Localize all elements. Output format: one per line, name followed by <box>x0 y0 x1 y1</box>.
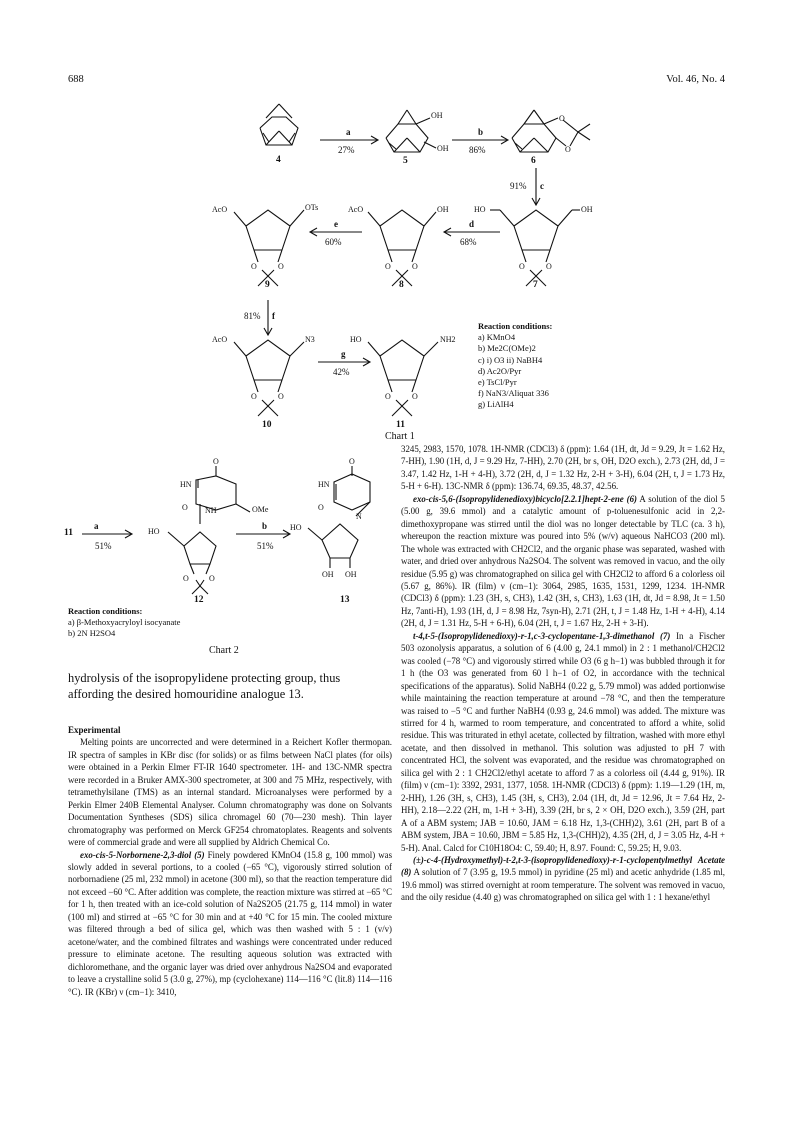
arrow-g <box>318 358 370 366</box>
atom-label: O <box>519 262 525 271</box>
compound-4-label: 4 <box>276 155 281 165</box>
running-head: Vol. 46, No. 4 <box>666 74 725 85</box>
reagent-a-label: a <box>346 127 351 137</box>
atom-label: O <box>318 503 324 512</box>
atom-label: N <box>356 512 362 521</box>
yield-a: 27% <box>338 145 355 155</box>
atom-label: OH <box>322 570 334 579</box>
paragraph-title: exo-cis-5,6-(Isopropylidenedioxy)bicyclo[2.2.1]hept-2-ene (6) <box>413 493 637 504</box>
condition-item: g) LiAlH4 <box>478 399 514 410</box>
atom-label: O <box>546 262 552 271</box>
paragraph-body: Finely powdered KMnO4 (15.8 g, 100 mmol) was slowly added in several portions, to a cooled (−65 °C), vigorously stirred solution of norbornadiene (25 ml, 232 mmol) in acetone (300 ml), so that the reaction temperature did not exceed −60 °C. After addition was complete, the reaction mixture was stirred at −65 °C for 1 h, then treated with an ice-cold solution of Na2S2O5 (21.75 g, 114 mmol) in water (100 ml) and stirred at −65 °C for 30 min and at +40 °C for 15 min. The cooled mixture was filtered through a bed of silica gel, which was then washed with 5 : 1 (v/v) acetone/water, and the combined filtrates and washings were concentrated under reduced pressure to eliminate acetone. The resulting aqueous solution was extracted with dichloromethane, and the organic layer was dried over anhydrous Na2SO4 and evaporated to leave a crystalline solid 5 (3.0 g, 27%), mp (cyclohexane) 114—116 °C (lit.8) 114—116 °C). IR (KBr) ν (cm−1): 3410, <box>68 849 393 997</box>
paragraph-body: In a Fischer 503 ozonolysis apparatus, a solution of 6 (4.00 g, 24.1 mmol) in 2 : 1 methanol/CH2Cl2 was cooled (−78 °C) and vigorously stirred while O3 (6 g h−1) was bubbled through it for 1 h (the O3 was generated from 60 l h−1 of O2, in accordance with the technical specifications of the apparatus). Solid NaBH4 (0.22 g, 5.79 mmol) was added portionwise while maintaining the reaction temperature at around −78 °C, and then the temperature was raised to −5 °C and further NaBH4 (0.93 g, 24.6 mmol) was added. The mixture was stirred for 4 h, warmed to room temperature, and concentrated to afford a white, solid residue. This was triturated in ethyl acetate, collected by filtration, washed with more ethyl acetate, and then dissolved in methanol. This solution was adjusted to pH 7 with concentrated HCl, the solvent was evaporated, and the residue was chromatographed on silica gel with 2 : 1 CH2Cl2/ethyl acetate to afford 7 as a colorless oil (4.44 g, 91%). IR (film) ν (cm−1): 3392, 2931, 1377, 1058. 1H-NMR (CDCl3) δ (ppm): 1.19—1.29 (1H, m, 2-HH), 1.26 (3H, s, CH3), 1.45 (3H, s, CH3), 2.04 (1H, dt, Jd = 12.96, Jt = 7.64 Hz, 2-HH), 2.18—2.22 (2H, m, 1-H + 3-H), 3.39 (2H, br s, 2 × OH, D2O exch.), 3.59 (2H, part A of a ABM system; JAB = 10.60, JAM = 6.18 Hz, 1,3-(CHH)2), 3.61 (2H, part B of a ABM system, JBA = 10.60, JBM = 5.85 Hz, 1,3-(CHH)2), 4.35 (2H, d, J = 3.05 Hz, 4-H + 5-H). Anal. Calcd for C10H18O4: C, 59.40; H, 8.97. Found: C, 59.25; H, 9.03. <box>401 630 725 853</box>
atom-label: O <box>559 114 565 123</box>
compound-11-structure <box>368 340 438 416</box>
atom-label: O <box>278 262 284 271</box>
compound-6-structure <box>512 110 590 152</box>
arrow-2b <box>236 530 290 538</box>
atom-label: O <box>251 262 257 271</box>
atom-label: AcO <box>212 205 228 214</box>
atom-label: OH <box>437 144 449 153</box>
reagent-d-label: d <box>469 219 475 229</box>
atom-label: O <box>385 262 391 271</box>
compound-4-structure <box>260 104 298 145</box>
chart1-caption: Chart 1 <box>385 431 415 442</box>
compound-10-label: 10 <box>262 420 272 430</box>
compound-9-structure <box>234 210 304 286</box>
compound-12-label: 12 <box>194 595 204 605</box>
atom-label: O <box>251 392 257 401</box>
paragraph <box>401 854 725 904</box>
atom-label: NH2 <box>440 335 456 344</box>
paragraph <box>401 630 725 854</box>
atom-label: OH <box>345 570 357 579</box>
chart2-caption: Chart 2 <box>209 645 239 656</box>
atom-label: O <box>412 262 418 271</box>
conditions-title: Reaction conditions: <box>478 321 553 331</box>
atom-label: O <box>209 574 215 583</box>
conditions-title: Reaction conditions: <box>68 606 143 616</box>
atom-label: OH <box>431 111 443 120</box>
atom-label: OH <box>437 205 449 214</box>
condition-item: b) 2N H2SO4 <box>68 628 116 639</box>
reagent-e-label: e <box>334 219 338 229</box>
atom-label: HN <box>180 480 192 489</box>
condition-item: c) i) O3 ii) NaBH4 <box>478 354 543 365</box>
compound-10-structure <box>234 340 304 416</box>
compound-7-structure <box>490 210 580 286</box>
arrow-2a <box>82 530 132 538</box>
atom-label: HO <box>350 335 362 344</box>
atom-label: AcO <box>348 205 364 214</box>
compound-8-structure <box>368 210 436 286</box>
yield-g: 42% <box>333 367 350 377</box>
section-title: Experimental <box>68 725 121 735</box>
atom-label: AcO <box>212 335 228 344</box>
paragraph <box>68 849 392 998</box>
reagent-2a-label: a <box>94 521 99 531</box>
atom-label: OMe <box>252 505 269 514</box>
reagent-c-label: c <box>540 181 544 191</box>
condition-item: b) Me2C(OMe)2 <box>478 343 536 354</box>
condition-item: a) KMnO4 <box>478 332 516 343</box>
yield-e: 60% <box>325 237 342 247</box>
atom-label: HO <box>474 205 486 214</box>
condition-item: d) Ac2O/Pyr <box>478 365 522 376</box>
condition-item: f) NaN3/Aliquat 336 <box>478 388 549 399</box>
atom-label: OTs <box>305 203 319 212</box>
compound-5-label: 5 <box>403 156 408 166</box>
yield-2b: 51% <box>257 541 274 551</box>
atom-label: O <box>183 574 189 583</box>
reagent-f-label: f <box>272 311 275 321</box>
atom-label: OH <box>581 205 593 214</box>
atom-label: N3 <box>305 335 315 344</box>
atom-label: NH <box>205 506 217 515</box>
right-column <box>401 443 725 904</box>
atom-label: O <box>349 457 355 466</box>
atom-label: HO <box>148 527 160 536</box>
paragraph-title: (±)-c-4-(Hydroxymethyl)-t-2,t-3-(isopropylidenedioxy)-r-1-cyclopentylmethyl Acetate (8) <box>401 854 725 878</box>
atom-label: O <box>182 503 188 512</box>
paragraph-body: A solution of 7 (3.95 g, 19.5 mmol) in pyridine (25 ml) and acetic anhydride (1.85 ml, 19.6 mmol) was stirred overnight at room temperature. The solvent was removed in vacuo, and the oily residue (4.40 g) was chromatographed on silica gel with 1 : 1 hexane/ethyl <box>401 867 726 903</box>
arrow-a <box>320 136 378 144</box>
paragraph-title: exo-cis-5-Norbornene-2,3-diol (5) <box>80 849 205 860</box>
atom-label: O <box>213 457 219 466</box>
yield-f: 81% <box>244 311 261 321</box>
condition-item: e) TsCl/Pyr <box>478 377 517 388</box>
compound-6-label: 6 <box>531 156 536 166</box>
arrow-d <box>444 228 500 236</box>
atom-label: O <box>565 145 571 154</box>
lead-paragraph: hydrolysis of the isopropylidene protecting group, thus affording the desired homouridine analogue 13. <box>68 671 341 701</box>
atom-label: O <box>385 392 391 401</box>
paragraph <box>401 493 725 630</box>
atom-label: HO <box>290 523 302 532</box>
arrow-c <box>532 168 540 205</box>
chart2-conditions <box>68 606 180 640</box>
atom-label: HN <box>318 480 330 489</box>
chart1-conditions <box>478 321 552 411</box>
arrow-b <box>452 136 508 144</box>
compound-9-label: 9 <box>265 280 270 290</box>
page-number: 688 <box>68 74 84 85</box>
reagent-2b-label: b <box>262 521 268 531</box>
compound-11-label: 11 <box>396 420 405 430</box>
compound-5-structure <box>386 110 436 152</box>
condition-item: a) β-Methoxyacryloyl isocyanate <box>68 617 181 628</box>
compound-11-start: 11 <box>64 528 73 538</box>
reagent-b-label: b <box>478 127 484 137</box>
left-column <box>68 718 392 998</box>
chart1-scheme <box>0 0 793 470</box>
arrow-f <box>264 300 272 335</box>
compound-13-label: 13 <box>340 595 350 605</box>
yield-d: 68% <box>460 237 477 247</box>
arrow-e <box>310 228 362 236</box>
yield-2a: 51% <box>95 541 112 551</box>
yield-c: 91% <box>510 181 527 191</box>
compound-7-label: 7 <box>533 280 538 290</box>
paragraph: Melting points are uncorrected and were determined in a Reichert Kofler thermopan. IR spectra of samples in KBr disc (for solids) or as films between NaCl plates (for oils) were obtained in a Perkin Elmer FT-IR 1640 spectrometer. 1H- and 13C-NMR spectra were recorded in a Bruker AMX-300 spectrometer, at 300 and 75 MHz, respectively, with tetramethylsilane (TMS) as an internal standard. Microanalyses were performed by a Perkin Elmer 240B Elemental Analyser. Column chromatography was done on Solvants Documentation Syntheses (SDS) silica chromagel 60 (70—230 mesh). Thin layer chromatography was performed on Merck GF254 chromatoplates. Reagents and solvents were of commercial grade and were all supplied by Aldrich Chemical Co. <box>68 737 392 848</box>
reagent-g-label: g <box>341 349 346 359</box>
paragraph: 3245, 2983, 1570, 1078. 1H-NMR (CDCl3) δ (ppm): 1.64 (1H, dt, Jd = 9.29, Jt = 1.62 Hz, 7-HH), 1.90 (1H, d, J = 9.29 Hz, 7-HH), 2.70 (2H, br s, OH, D2O exch.), 2.73 (2H, dd, J = 3.47, 1.42 Hz, 1-H + 4-H), 3.72 (2H, d, J = 1.32 Hz, 2-H + 3-H), 6.04 (2H, t, J = 1.73 Hz, 5-H + 6-H). 13C-NMR δ (ppm): 136.74, 69.35, 48.37, 42.56. <box>401 444 725 492</box>
yield-b: 86% <box>469 145 486 155</box>
atom-label: O <box>412 392 418 401</box>
atom-label: O <box>278 392 284 401</box>
paragraph-title: t-4,t-5-(Isopropylidenedioxy)-r-1,c-3-cyclopentane-1,3-dimethanol (7) <box>413 630 671 641</box>
paragraph-body: A solution of the diol 5 (5.00 g, 39.6 mmol) and a catalytic amount of p-toluenesulfonic acid in 2,2-dimethoxypropane was stirred until the diol was no longer detectable by TLC (ca. 3 h), whereupon the reaction mixture was poured into 5% (w/v) aqueous NaHCO3 (200 ml). The whole was extracted with CH2Cl2, and the organic phase was separated, washed with water, and dried over anhydrous Na2SO4. The solvent was removed in vacuo, and the oily residue (5.95 g) was chromatographed on silica gel with CH2Cl2 to afford 6 a colorless oil (5.67 g, 86%). IR (film) ν (cm−1): 3064, 2985, 1635, 1531, 1299, 1234. 1H-NMR (CDCl3) δ (ppm): 1.23 (3H, s, CH3), 1.42 (3H, s, CH3), 1.63 (1H, dt, Jd = 8.98, Jt = 1.50 Hz, 7anti-H), 1.93 (1H, d, J = 8.98 Hz, 7syn-H), 2.71 (2H, t, J = 1.48 Hz, 1-H + 4-H), 4.14 (2H, d, J = 1.31 Hz, 5-H + 6-H), 6.04 (2H, t, J = 1.67 Hz, 2-H + 3-H). <box>401 493 725 629</box>
compound-8-label: 8 <box>399 280 404 290</box>
